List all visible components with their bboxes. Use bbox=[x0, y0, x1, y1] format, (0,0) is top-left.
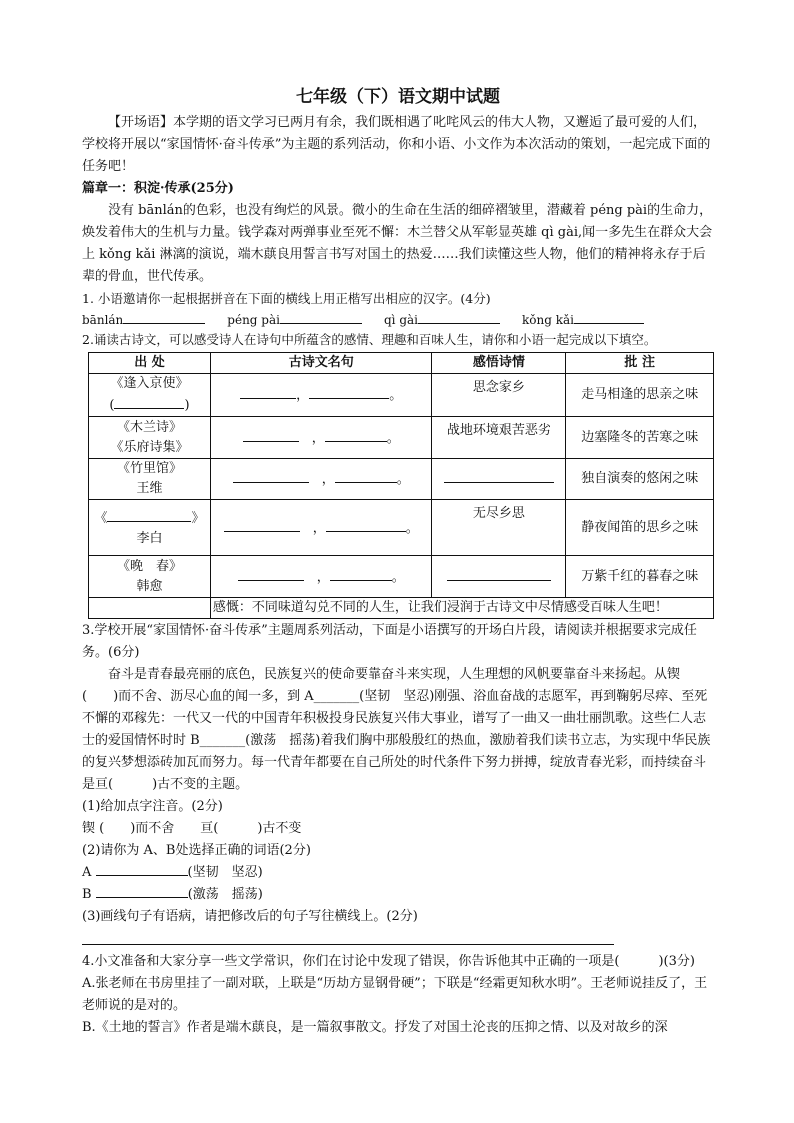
note-cell: 独自演奏的悠闲之味 bbox=[566, 459, 714, 500]
answer-blank[interactable] bbox=[325, 427, 387, 442]
source-cell bbox=[89, 459, 211, 500]
source-title: 《木兰诗》 bbox=[116, 419, 182, 435]
source-author: 《乐府诗集》 bbox=[110, 439, 189, 455]
source-title: 《晚 春》 bbox=[116, 558, 182, 574]
question-3-2: (2)请你为 A、B处选择正确的词语(2分) bbox=[82, 843, 311, 858]
pinyin-blanks bbox=[82, 310, 714, 329]
source-author-line bbox=[89, 394, 210, 416]
pinyin-item bbox=[522, 310, 644, 329]
question-2: 2.诵读古诗文，可以感受诗人在诗句中所蕴含的感情、理趣和百味人生，请你和小语一起完成以下填空。 bbox=[82, 332, 657, 347]
bracket-open: 《 bbox=[94, 510, 108, 526]
source-title-blank-line bbox=[89, 507, 210, 529]
table-header-row bbox=[89, 353, 714, 374]
passage-paragraph: 没有 bānlán的色彩，也没有绚烂的风景。微小的生命在生活的细碎褶皱里，潜藏着 péng pài的生命力，焕发着伟大的生机与力量。钱学森对两弹事业至死不懈：木兰替父从军彰显英雄 qì gài,闻一多先生在群众大会上 kǒng kǎi 淋漓的演说，端木蕻良用誓言书写对国土的热爱……我们读懂这些人物，他们的精神将永存于后辈的骨血，世代传承。 bbox=[82, 203, 713, 284]
note-cell: 静夜闻笛的思乡之味 bbox=[566, 500, 714, 556]
feeling-cell bbox=[432, 556, 566, 598]
table-header: 古诗文名句 bbox=[210, 353, 432, 374]
verse-cell bbox=[210, 459, 432, 500]
option-choices: (坚韧 坚忍) bbox=[187, 865, 263, 880]
table-row bbox=[89, 459, 714, 500]
question-3-2-b bbox=[82, 884, 714, 906]
verse-cell bbox=[210, 500, 432, 556]
answer-blank[interactable] bbox=[224, 517, 300, 532]
empty-cell bbox=[89, 598, 211, 619]
answer-blank[interactable] bbox=[418, 310, 500, 324]
answer-blank[interactable] bbox=[309, 384, 389, 399]
answer-blank[interactable] bbox=[96, 884, 188, 898]
period: 。 bbox=[405, 520, 419, 536]
question-3: 3.学校开展“家国情怀·奋斗传承”主题周系列活动，下面是小语撰写的开场白片段，请阅读并根据要求完成任务。(6分) bbox=[82, 623, 697, 660]
option-label: A bbox=[82, 865, 92, 880]
verse-cell bbox=[210, 556, 432, 598]
pinyin-label: bānlán bbox=[82, 313, 124, 327]
answer-blank[interactable] bbox=[574, 310, 644, 324]
pinyin-label: péng pài bbox=[227, 313, 280, 327]
pinyin-item bbox=[227, 310, 362, 329]
table-row bbox=[89, 500, 714, 556]
comma: ， bbox=[296, 388, 310, 403]
answer-blank[interactable] bbox=[330, 566, 392, 581]
answer-blank[interactable] bbox=[114, 394, 184, 409]
note-cell: 万紫千红的暮春之味 bbox=[566, 556, 714, 598]
intro-paragraph: 【开场语】本学期的语文学习已两月有余，我们既相遇了叱咤风云的伟大人物，又邂逅了最可爱的人们，学校将开展以“家国情怀·奋斗传承”为主题的系列活动，你和小语、小文作为本次活动的策划，一起完成下面的任务吧！ bbox=[82, 115, 711, 174]
source-title: 《逢入京使》 bbox=[110, 376, 189, 391]
feeling-cell: 思念家乡 bbox=[432, 374, 566, 417]
source-title: 《竹里馆》 bbox=[116, 461, 182, 476]
answer-blank[interactable] bbox=[96, 862, 188, 876]
table-footer-row bbox=[89, 598, 714, 619]
comma: ， bbox=[312, 520, 326, 536]
paren-open: ( bbox=[109, 398, 115, 413]
table-row bbox=[89, 417, 714, 459]
question-4: 4.小文准备和大家分享一些文学常识，你们在讨论中发现了错误，你告诉他其中正确的一项是( )(3分) bbox=[82, 954, 695, 969]
answer-blank[interactable] bbox=[280, 310, 362, 324]
option-choices: (激荡 摇荡) bbox=[187, 887, 263, 902]
table-row bbox=[89, 556, 714, 598]
question-3-passage: 奋斗是青春最亮丽的底色，民族复兴的使命要靠奋斗来实现，人生理想的风帆要靠奋斗来扬起。从锲( )而不舍、沥尽心血的闻一多，到 A_______(坚韧 坚忍)刚强、浴血奋战的志愿军，再到鞠躬尽瘁、至死不懈的邓稼先：一代又一代的中国青年积极投身民族复兴伟大事业，谱写了一曲又一曲壮丽凯歌。这些仁人志士的爱国情怀时时 B_______(激荡 摇荡)着我们胸中那般殷红的热血，激励着我们读书立志，为实现中华民族的复兴梦想添砖加瓦而努力。每一代青年都要在自己所处的时代条件下努力拼搏，绽放青春光彩，而持续奋斗是亘( )古不变的主题。 bbox=[82, 667, 711, 792]
note-cell: 走马相逢的思亲之味 bbox=[566, 374, 714, 417]
question-4-option-b: B.《土地的誓言》作者是端木蕻良，是一篇叙事散文。抒发了对国土沦丧的压抑之情、以及对故乡的深 bbox=[82, 1020, 668, 1035]
bracket-close: 》 bbox=[191, 510, 205, 526]
question-3-3: (3)画线句子有语病，请把修改后的句子写往横线上。(2分) bbox=[82, 909, 418, 924]
question-1: 1. 小语邀请你一起根据拼音在下面的横线上用正楷写出相应的汉字。(4分) bbox=[82, 291, 491, 306]
page-title: 七年级（下）语文期中试题 bbox=[296, 87, 500, 107]
answer-blank[interactable] bbox=[107, 507, 191, 522]
period: 。 bbox=[396, 472, 410, 487]
exam-page bbox=[82, 84, 714, 1039]
answer-blank[interactable] bbox=[444, 468, 554, 483]
table-row bbox=[89, 374, 714, 417]
feeling-cell: 战地环境艰苦恶劣 bbox=[432, 417, 566, 459]
answer-blank[interactable] bbox=[123, 310, 205, 324]
source-author: 韩愈 bbox=[136, 578, 163, 594]
pinyin-label: kǒng kǎi bbox=[522, 313, 574, 327]
verse-cell bbox=[210, 374, 432, 417]
pinyin-label: qì gài bbox=[383, 313, 418, 327]
period: 。 bbox=[386, 430, 400, 446]
question-3-1-line: 锲 ( )而不舍 亘( )古不变 bbox=[82, 821, 302, 836]
comma: ， bbox=[311, 430, 325, 446]
question-3-1: (1)给加点字注音。(2分) bbox=[82, 799, 223, 814]
table-header: 批 注 bbox=[566, 353, 714, 374]
feeling-cell: 无尽乡思 bbox=[432, 500, 566, 556]
verse-cell bbox=[210, 417, 432, 459]
paren-close: ) bbox=[184, 398, 190, 413]
note-cell: 边塞隆冬的苦寒之味 bbox=[566, 417, 714, 459]
answer-blank[interactable] bbox=[447, 566, 551, 581]
table-header: 感悟诗情 bbox=[432, 353, 566, 374]
answer-blank[interactable] bbox=[233, 468, 309, 483]
pinyin-item bbox=[384, 310, 500, 329]
period: 。 bbox=[391, 569, 405, 585]
feeling-cell bbox=[432, 459, 566, 500]
answer-blank[interactable] bbox=[326, 517, 406, 532]
comma: ， bbox=[321, 472, 335, 487]
poetry-table bbox=[88, 352, 714, 619]
source-author: 王维 bbox=[136, 481, 163, 496]
pinyin-item bbox=[82, 310, 205, 329]
source-author: 李白 bbox=[136, 530, 163, 546]
answer-blank[interactable] bbox=[335, 468, 397, 483]
source-cell bbox=[89, 374, 211, 417]
source-cell bbox=[89, 417, 211, 459]
comma: ， bbox=[316, 569, 330, 585]
source-cell bbox=[89, 500, 211, 556]
option-label: B bbox=[82, 887, 92, 902]
answer-blank[interactable] bbox=[240, 384, 296, 399]
answer-line[interactable] bbox=[82, 928, 614, 945]
question-3-2-a bbox=[82, 862, 714, 884]
question-4-option-a: A.张老师在书房里挂了一副对联，上联是“历劫方显钢骨硬”；下联是“经霜更知秋水明”。王老师说挂反了，王老师说的是对的。 bbox=[82, 976, 708, 1013]
table-header: 出 处 bbox=[89, 353, 211, 374]
table-footer: 感慨：不同味道勾兑不同的人生，让我们浸润于古诗文中尽情感受百味人生吧！ bbox=[210, 598, 713, 619]
section-heading: 篇章一：积淀·传承(25分) bbox=[82, 181, 234, 196]
source-cell bbox=[89, 556, 211, 598]
answer-blank[interactable] bbox=[243, 427, 299, 442]
answer-blank[interactable] bbox=[238, 566, 304, 581]
period: 。 bbox=[389, 388, 403, 403]
